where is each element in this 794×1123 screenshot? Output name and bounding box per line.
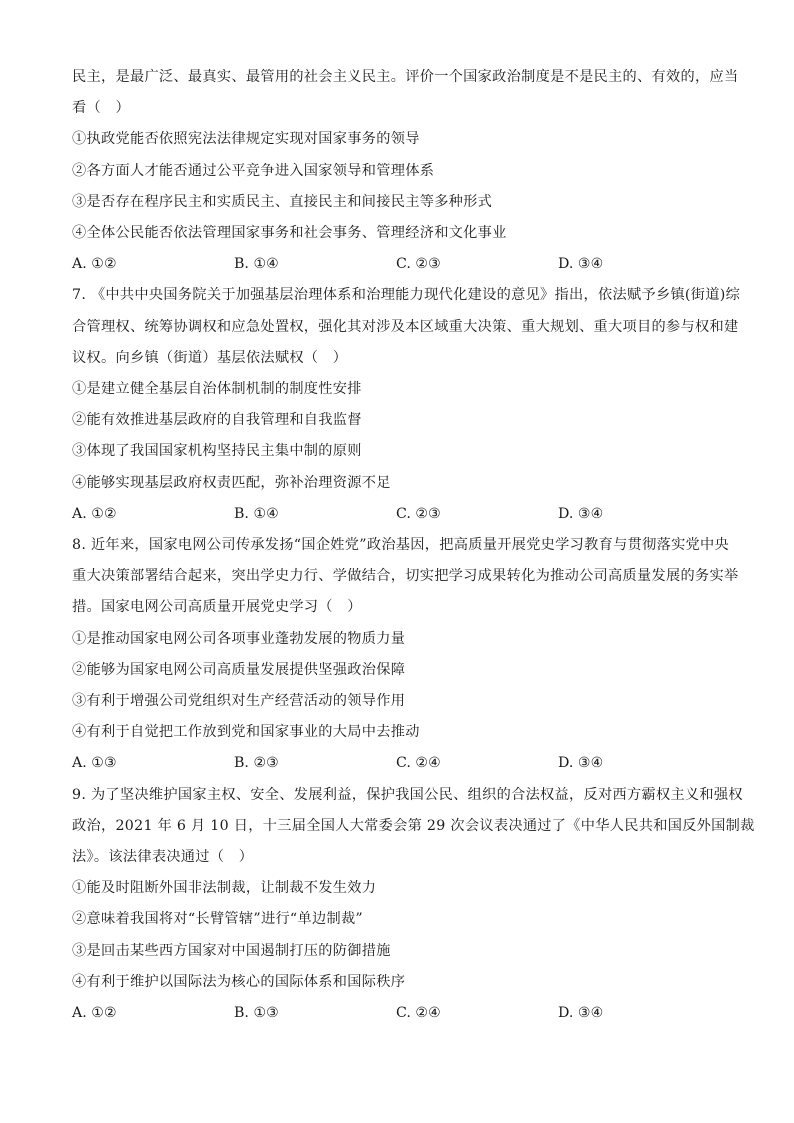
answer-choices (72, 249, 722, 280)
statement-1: ①是推动国家电网公司各项事业蓬勃发展的物质力量 (72, 630, 406, 647)
question-9 (72, 780, 755, 1030)
choice-b: B. ①④ (234, 505, 279, 522)
statement-3: ③体现了我国国家机构坚持民主集中制的原则 (72, 443, 362, 460)
exam-page (72, 62, 755, 1029)
choice-d: D. ③④ (558, 256, 604, 273)
question-stem-line: 合管理权、统筹协调权和应急处置权，强化其对涉及本区域重大决策、重大规划、重大项目的参与权和建 (72, 318, 739, 335)
statement-3: ③有利于增强公司党组织对生产经营活动的领导作用 (72, 693, 406, 710)
statement-4: ④全体公民能否依法管理国家事务和社会事务、管理经济和文化事业 (72, 225, 507, 242)
question-stem-line: 看（ ） (72, 100, 130, 117)
question-stem-line: 重大决策部署结合起来，突出学史力行、学做结合，切实把学习成果转化为推动公司高质量发展的务实举 (72, 568, 739, 585)
question-stem-line: 措。国家电网公司高质量开展党史学习（ ） (72, 599, 362, 616)
statement-3: ③是回击某些西方国家对中国遏制打压的防御措施 (72, 942, 391, 959)
choice-b: B. ②③ (234, 755, 279, 772)
statement-1: ①能及时阻断外国非法制裁，让制裁不发生效力 (72, 880, 377, 897)
choice-c: C. ②③ (396, 256, 441, 273)
choice-d: D. ③④ (558, 755, 604, 772)
question-6-continued (72, 62, 739, 280)
statement-4: ④有利于维护以国际法为核心的国际体系和国际秩序 (72, 973, 406, 990)
choice-c: C. ②④ (396, 755, 441, 772)
question-stem-line: 政治，2021 年 6 月 10 日，十三届全国人大常委会第 29 次会议表决通过了《中华人民共和国反外国制裁 (72, 817, 755, 834)
choice-b: B. ①④ (234, 256, 279, 273)
statement-2: ②能有效推进基层政府的自我管理和自我监督 (72, 412, 362, 429)
statement-4: ④能够实现基层政府权责匹配，弥补治理资源不足 (72, 474, 391, 491)
question-stem-line: 7. 《中共中央国务院关于加强基层治理体系和治理能力现代化建设的意见》指出，依法赋予乡镇(街道)综 (72, 287, 741, 304)
question-stem-line: 民主，是最广泛、最真实、最管用的社会主义民主。评价一个国家政治制度是不是民主的、有效的，应当 (72, 69, 739, 85)
question-stem-line: 议权。向乡镇（街道）基层依法赋权（ ） (72, 349, 348, 366)
answer-choices (72, 998, 722, 1029)
choice-a: A. ①② (72, 1005, 117, 1022)
statement-2: ②各方面人才能否通过公平竞争进入国家领导和管理体系 (72, 162, 435, 179)
choice-b: B. ①③ (234, 1005, 279, 1022)
answer-choices (72, 748, 722, 779)
choice-d: D. ③④ (558, 1005, 604, 1022)
question-7 (72, 280, 741, 530)
choice-a: A. ①② (72, 256, 117, 273)
question-stem-line: 8. 近年来，国家电网公司传承发扬“国企姓党”政治基因，把高质量开展党史学习教育与贯彻落实党中央 (72, 537, 730, 554)
statement-1: ①是建立健全基层自治体制机制的制度性安排 (72, 381, 362, 398)
statement-2: ②意味着我国将对“长臂管辖”进行“单边制裁” (72, 911, 363, 928)
statement-4: ④有利于自觉把工作放到党和国家事业的大局中去推动 (72, 724, 420, 741)
statement-1: ①执政党能否依照宪法法律规定实现对国家事务的领导 (72, 131, 420, 148)
statement-2: ②能够为国家电网公司高质量发展提供坚强政治保障 (72, 661, 406, 678)
choice-a: A. ①② (72, 505, 117, 522)
choice-d: D. ③④ (558, 505, 604, 522)
question-8 (72, 530, 739, 780)
statement-3: ③是否存在程序民主和实质民主、直接民主和间接民主等多种形式 (72, 193, 493, 210)
choice-c: C. ②④ (396, 1005, 441, 1022)
question-stem-line: 9. 为了坚决维护国家主权、安全、发展利益，保护我国公民、组织的合法权益，反对西方霸权主义和强权 (72, 786, 743, 803)
choice-a: A. ①③ (72, 755, 117, 772)
question-stem-line: 法》。该法律表决通过（ ） (72, 849, 254, 866)
choice-c: C. ②③ (396, 505, 441, 522)
answer-choices (72, 499, 722, 530)
